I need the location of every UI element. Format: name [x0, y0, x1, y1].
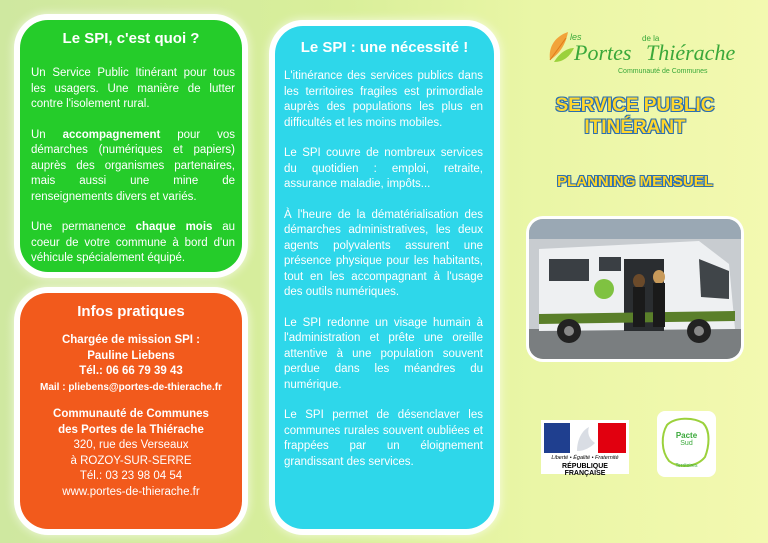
republic-name: RÉPUBLIQUE FRANÇAISE: [562, 463, 608, 477]
pacte-territoires-logo: [657, 411, 716, 477]
address-line1: 320, rue des Verseaux: [73, 439, 189, 451]
necessity-text-2: Le SPI couvre de nombreux services du quotidien : emploi, retraite, assurance maladie, impôts...: [284, 147, 483, 190]
service-title-line1: SERVICE PUBLIC: [555, 95, 715, 116]
republic-motto: Liberté • Égalité • Fraternité: [551, 455, 619, 461]
marianne-icon: [571, 423, 601, 453]
planning-title: PLANNING MENSUEL: [557, 173, 713, 190]
service-title: [520, 95, 750, 139]
contact-phone[interactable]: Tél.: 06 66 79 39 43: [79, 365, 183, 377]
camper-van-illustration: [529, 219, 741, 359]
spi-support-text: Un accompagnement pour vos démarches (numériques et papiers) auprès des organismes partenaires, mais aussi une mine de renseignements divers et variés.: [31, 128, 235, 203]
necessity-title: Le SPI : une nécessité !: [300, 39, 469, 56]
logo-les: les: [570, 32, 582, 42]
practical-info-title: Infos pratiques: [77, 303, 185, 320]
necessity-text-4: Le SPI redonne un visage humain à l'administration et prête une oreille attentive à une population souvent perdue dans les méandres du numérique.: [284, 316, 483, 391]
camper-van-photo: [529, 219, 741, 359]
website-link[interactable]: www.portes-de-thierache.fr: [62, 485, 200, 498]
pacte-line2: Sud: [680, 440, 693, 447]
what-is-spi-card: [20, 20, 242, 272]
office-phone[interactable]: Tél.: 03 23 98 04 54: [79, 470, 183, 482]
necessity-text-5: Le SPI permet de désenclaver les communes rurales souvent oubliées et frappées par un éloignement grandissant des services.: [284, 409, 483, 468]
pacte-line3: Territoires: [675, 463, 698, 469]
role-label: Chargée de mission SPI :: [61, 334, 201, 346]
contact-email[interactable]: Mail : pliebens@portes-de-thierache.fr: [39, 381, 222, 393]
practical-info-card: [20, 293, 242, 529]
contact-name: Pauline Liebens: [87, 349, 175, 362]
logo-de-la: de la: [642, 34, 660, 43]
necessity-text-3: À l'heure de la dématérialisation des démarches administratives, les deux agents polyvalents assurent une présence physique pour les habitants, tout en les accompagnant à l'usage des outils numériques.: [284, 208, 483, 298]
necessity-card: [275, 26, 494, 529]
spi-definition-text: Un Service Public Itinérant pour tous les usagers. Une manière de lutter contre l'isolement rural.: [31, 67, 235, 110]
org-line2: des Portes de la Thiérache: [58, 423, 204, 436]
portes-thierache-logo: [546, 30, 736, 80]
pacte-line1: Pacte: [675, 431, 698, 440]
logo-thierache: Thiérache: [646, 40, 736, 65]
what-is-spi-title: Le SPI, c'est quoi ?: [62, 30, 200, 47]
logo-subtitle: Communauté de Communes: [618, 68, 708, 75]
necessity-text-1: L'itinérance des services publics dans les territoires fragiles est primordiale auprès des populations les plus en difficultés et les moins mobiles.: [284, 70, 483, 129]
logo-portes: Portes: [574, 40, 632, 65]
spi-monthly-text: Une permanence chaque mois au coeur de votre commune à bord d'un véhicule spécialement équipé.: [31, 221, 235, 264]
republique-francaise-logo: [541, 420, 629, 477]
address-line2: à ROZOY-SUR-SERRE: [70, 454, 192, 467]
service-title-line2: ITINÉRANT: [584, 117, 686, 138]
org-line1: Communauté de Communes: [53, 408, 209, 420]
